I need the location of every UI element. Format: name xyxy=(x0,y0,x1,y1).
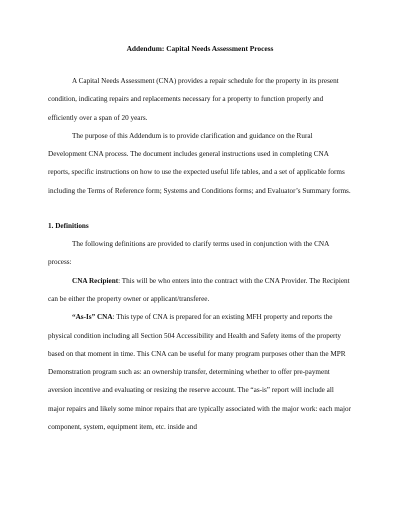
definition-term: CNA Recipient xyxy=(72,276,119,285)
intro-paragraph-2: The purpose of this Addendum is to provide clarification and guidance on the Rural Development CNA process. The document includes general instructions used in completing CNA reports, specific instructions on how to use the expected useful life tables, and a set of applicable forms including the Terms of Reference form; Systems and Conditions forms; and Evaluator’s Summary forms. xyxy=(48,131,351,195)
definition-text: : This type of CNA is prepared for an existing MFH property and reports the physical condition including all Section 504 Accessibility and Health and Safety items of the property based on that moment in time. This CNA can be useful for many program purposes other than the MPR Demonstration program such as: an ownership transfer, determining whether to offer pre-payment aversion incentive and evaluating or resizing the reserve account. The “as-is” report will include all major repairs and likely some minor repairs that are typically associated with the major work: each major component, system, equipment item, etc. inside and xyxy=(48,313,351,432)
definition-cna-recipient xyxy=(48,272,352,309)
document-title: Addendum: Capital Needs Assessment Process xyxy=(126,44,274,53)
intro-paragraph-1: A Capital Needs Assessment (CNA) provides a repair schedule for the property in its present condition, indicating repairs and replacements necessary for a property to function properly and efficiently over a span of 20 years. xyxy=(48,77,339,122)
definition-term: “As-Is” CNA xyxy=(72,313,113,322)
definition-as-is-cna xyxy=(48,308,352,436)
definitions-intro: The following definitions are provided to clarify terms used in conjunction with the CNA process: xyxy=(48,240,329,267)
definition-text: : This will be who enters into the contract with the CNA Provider. The Recipient can be either the property owner or applicant/transferee. xyxy=(48,276,350,303)
section-heading-definitions: 1. Definitions xyxy=(48,222,89,231)
